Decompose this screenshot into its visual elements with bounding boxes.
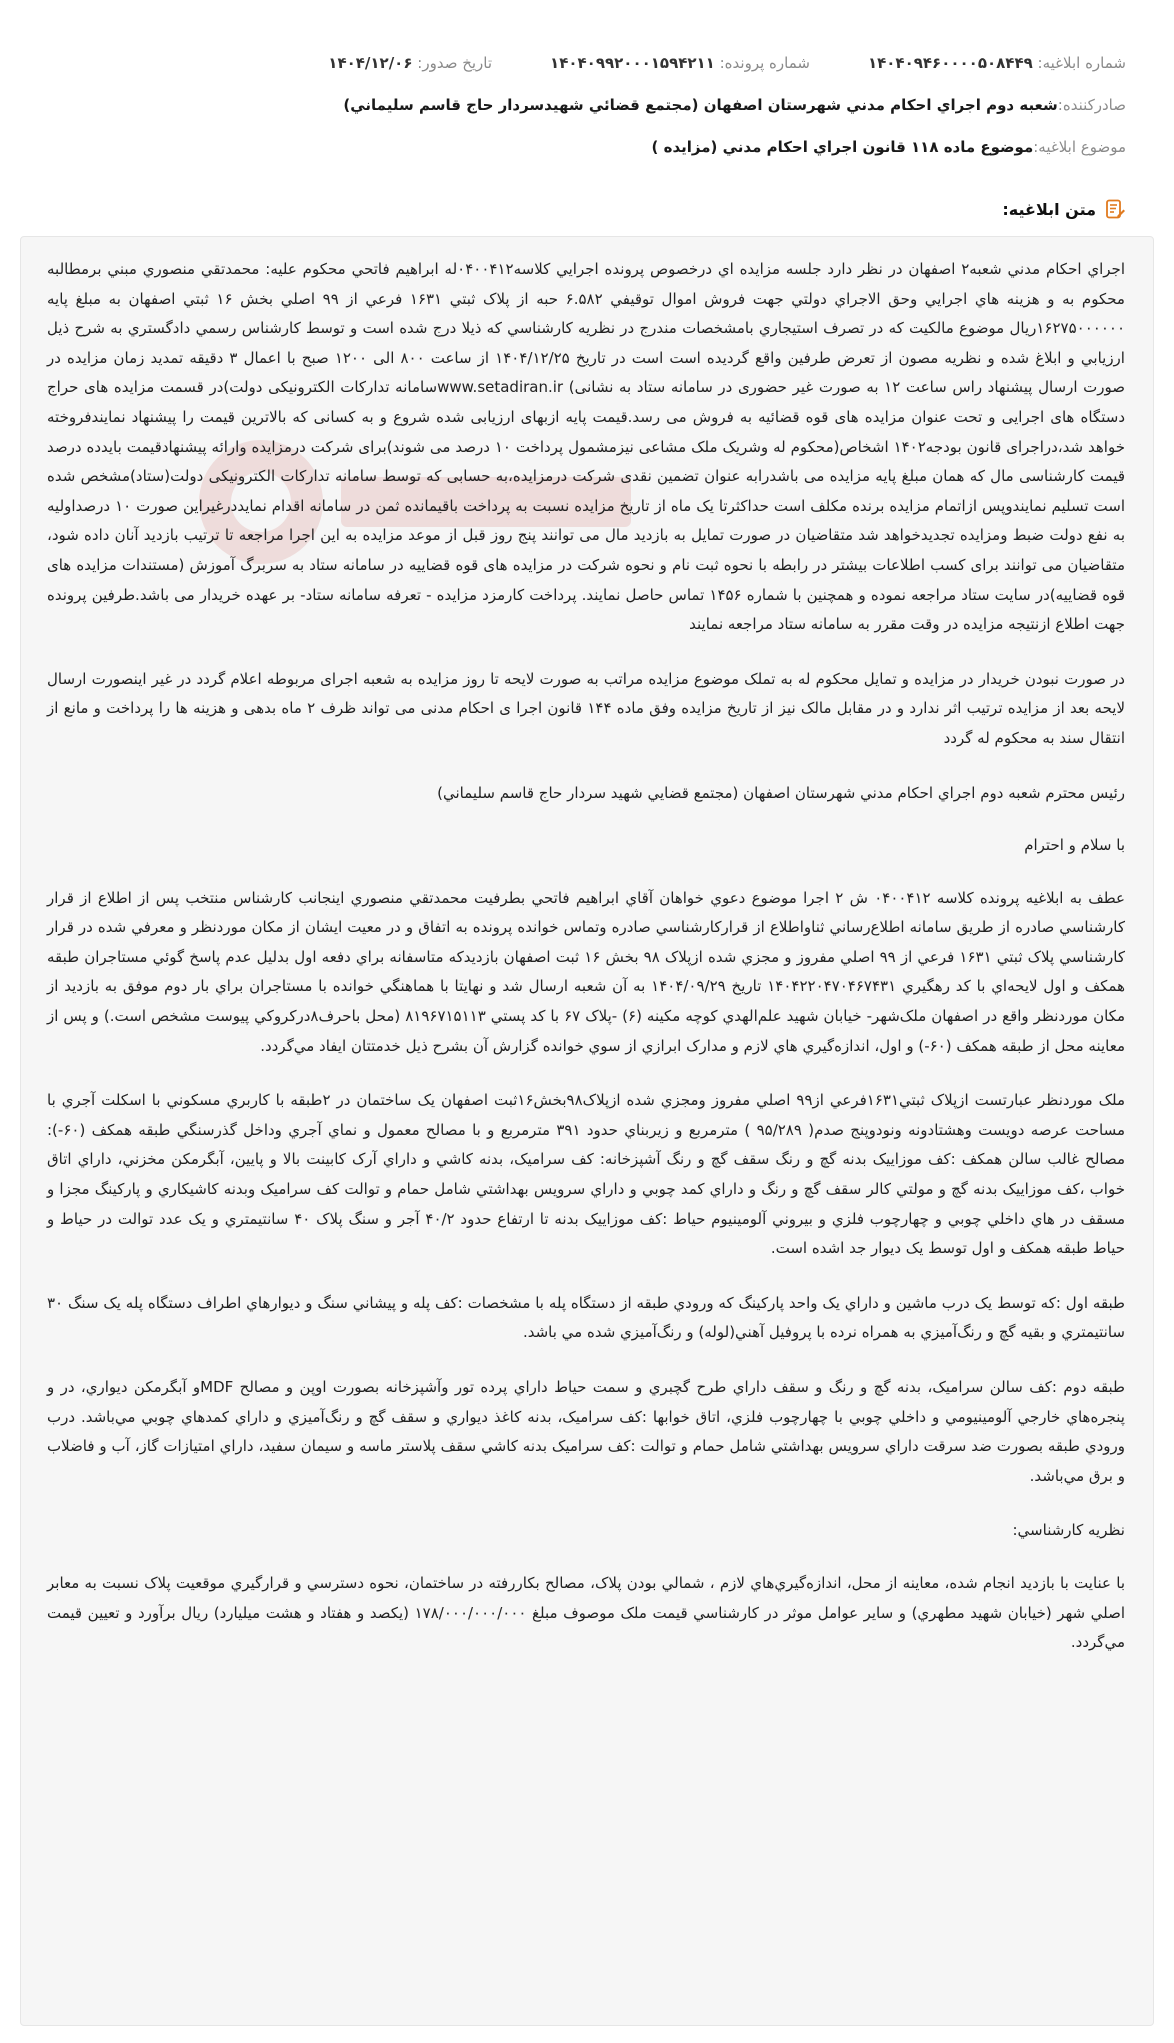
issuer-label: صادرکننده: <box>1057 96 1126 114</box>
property-description-paragraph: ملک موردنظر عبارتست ازپلاک ثبتي۱۶۳۱فرعي از۹۹ اصلي مفروز ومجزي شده ازپلاک۹۸بخش۱۶ثبت اصفهان يک ساختمان در ۲طبقه با کاربري مسکوني با اسکلت آجري با مساحت عرصه دويست وهشتادونه ونودوپنج صدم( ۹۵/۲۸۹ ) مترمربع و زيربناي حدود ۳۹۱ مترمربع و با مصالح معمول و نماي آجري وداخل گذرسنگي طبقه همکف (۶۰-): مصالح غالب سالن همکف :کف موزاييک بدنه گچ و رنگ سقف گچ و رنگ آشپزخانه: کف سراميک، بدنه کاشي و داراي آرک کابينت بالا و پايين، آبگرمکن مخزني، داراي اتاق خواب ،کف موزاييک بدنه گچ و مولتي کالر سقف گچ و رنگ و داراي کمد چوبي و داراي سرويس بهداشتي شامل حمام و توالت کف سراميک وبدنه کاشيکاري و پارکينگ مجزا و مسقف در هاي داخلي چوبي و چهارچوب فلزي و بيروني آلومينيوم حياط :کف موزاييک بدنه تا ارتفاع حدود ۴۰/۲ آجر و سنگ پلاک ۴۰ سانتيمتري و يک عدد توالت در حياط و حياط طبقه همکف و اول توسط يک ديوار جد اشده است. <box>47 1091 1125 1258</box>
addressee-line: رئيس محترم شعبه دوم اجراي احکام مدني شهرستان اصفهان (مجتمع قضايي شهيد سردار حاج قاسم سليماني) <box>437 783 1125 802</box>
issuer-value: شعبه دوم اجراي احکام مدني شهرستان اصفهان (مجتمع قضائي شهيدسردار حاج قاسم سليماني) <box>343 96 1058 114</box>
first-floor-paragraph: طبقه اول :که توسط يک درب ماشين و داراي يک واحد پارکينگ که ورودي طبقه از دستگاه پله با مشخصات :کف پله و پيشاني سنگ و ديوارهاي اطراف دستگاه پله يک سنگ ۳۰ سانتيمتري و بقيه گچ و رنگ‌آميزي به همراه نرده با پروفيل آهني(لوله) و رنگ‌آميزي شده مي باشد. <box>47 1293 1125 1342</box>
notice-metadata <box>48 52 1126 178</box>
metadata-row-issuer <box>48 94 1126 116</box>
case-number-value: ۱۴۰۴۰۹۹۲۰۰۰۱۵۹۴۲۱۱ <box>550 54 715 72</box>
auction-announcement-paragraph: اجراي احکام مدني شعبه۲ اصفهان در نظر دارد جلسه مزايده اي درخصوص پرونده اجرايي کلاسه۰۴۰۰۴۱۲له ابراهيم فاتحي محکوم عليه: محمدتقي منصوري مبني برمطالبه محکوم به و هزينه هاي اجرايي وحق الاجراي دولتي جهت فروش اموال توقيفي ۶.۵۸۲ حبه از پلاک ثبتي ۱۶۳۱ فرعي از ۹۹ اصلي بخش ۱۶ ثبتي اصفهان به مبلغ پايه ۱۶۲۷۵۰۰۰۰۰۰ريال موضوع مالکيت که در تصرف استيجاري بامشخصات مندرج در نظريه کارشناسي که ذيلا درج شده است و توسط کارشناس رسمي دادگستري به شرح ذيل ارزيابي و ابلاغ شده و نظريه مصون از تعرض طرفين واقع گرديده است است در تاريخ ۱۴۰۴/۱۲/۲۵ از ساعت ۸۰۰ الی ۱۲۰۰ صبح با اعمال ۳ دقيقه تمديد زمان مزايده در صورت ارسال پيشنهاد راس ساعت ۱۲ به صورت غير حضوری در سامانه ستاد به نشانی) www.setadiran.irسامانه تدارکات الکترونيکی دولت)در قسمت مزايده های حراج دستگاه های اجرايی و تحت عنوان مزايده های قوه قضائيه به فروش می رسد.قيمت پايه ازبهای ارزيابی شده شروع و به کسانی که بالاترين قيمت را پيشنهاد نمايندفروخته خواهد شد،دراجرای قانون بودجه۱۴۰۲ اشخاص(محکوم له وشريک ملک مشاعی نيزمشمول پرداخت ۱۰ درصد می شوند)برای شرکت درمزايده وارائه پيشنهادقيمت بايدده درصد قيمت کارشناسی مال که همان مبلغ پايه مزايده می باشدرابه عنوان تضمين نقدی شرکت درمزايده،به حسابی که توسط سامانه تدارکات الکترونيکی دولت(ستاد)مشخص شده است تسليم نمايندوپس ازاتمام مزايده برنده مکلف است حداکثرتا يک ماه از تاريخ مزايده نسبت به پرداخت باقيمانده ثمن در سامانه اقدام نمايددرغيراين صورت ۱۰ درصداوليه به نفع دولت ضبط ومزايده تجديدخواهد شد متقاضيان در صورت تمايل به بازديد مال می توانند پنج روز قبل از موعد مزايده به اين اجرا مراجعه تا ترتيب بازديد آنان داده شود، متقاضيان می توانند برای کسب اطلاعات بيشتر در رابطه با نحوه ثبت نام و نحوه شرکت در مزايده های قوه قضاييه در سامانه ستاد به سربرگ آموزش (مستندات مزايده های قوه قضاييه)در سايت ستاد مراجعه نموده و همچنين با شماره ۱۴۵۶ تماس حاصل نمايند. پرداخت کارمزد مزايده - تعرفه سامانه ستاد- بر عهده خريدار می باشد.طرفين پرونده جهت اطلاع ازنتيجه مزايده در وقت مقرر به سامانه ستاد مراجعه نمايند <box>47 260 1126 634</box>
second-floor-paragraph: طبقه دوم :کف سالن سراميک، بدنه گچ و رنگ و سقف داراي طرح گچبري و سمت حياط داراي پرده تور وآشپزخانه بصورت اوپن و مصالح MDFو آبگرمکن ديواري، در و پنجره‌هاي خارجي آلومينيومي و داخلي چوبي با چهارچوب فلزي، اتاق خوابها :کف سراميک، بدنه کاغذ ديواري و سقف گچ و رنگ‌آميزي و داراي کمدهاي چوبي مي‌باشد. درب ورودي طبقه بصورت ضد سرقت داراي سرويس بهداشتي شامل حمام و توالت :کف سراميک بدنه کاشي سقف پلاستر ماسه و سيمان سفيد، داراي امتيازات گاز، آب و فاضلاب و برق مي‌باشد. <box>47 1378 1125 1485</box>
metadata-row-subject <box>48 136 1126 158</box>
metadata-row-numbers <box>48 52 1126 74</box>
expert-opinion-heading: نظريه کارشناسي: <box>1012 1521 1125 1540</box>
document-pen-icon <box>1104 198 1126 220</box>
case-number <box>550 52 810 74</box>
expert-opinion-paragraph: با عنايت با بازديد انجام شده، معاينه از محل، اندازه‌گيري‌هاي لازم ، شمالي بودن پلاک، مصالح بکاررفته در ساختمان، نحوه دسترسي و قرارگيري موقعيت پلاک نسبت به معابر اصلي شهر (خيابان شهيد مطهري) و ساير عوامل موثر در کارشناسي قيمت ملک موصوف مبلغ ۱۷۸/۰۰۰/۰۰۰/۰۰۰ (يکصد و هفتاد و هشت ميليارد) ريال برآورد و تعيين قيمت مي‌گردد. <box>47 1573 1126 1652</box>
issue-date-label: تاريخ صدور: <box>417 54 493 72</box>
issue-date <box>328 52 492 74</box>
notice-text-title: متن ابلاغيه: <box>1002 199 1096 219</box>
no-buyer-clause-paragraph: در صورت نبودن خريدار در مزايده و تمايل محکوم له به تملک موضوع مزايده مراتب به صورت لايحه تا روز مزايده به شعبه اجرای مربوطه اعلام گردد در غير اينصورت ارسال لايحه بعد از مزايده ترتيب اثر ندارد و در مقابل مالک نيز از تاريخ مزايده وفق ماده ۱۴۴ قانون اجرا ی احکام مدنی می تواند ظرف ۲ ماه بدهی و هزينه ها را پرداخت و مانع از انتقال سند به محکوم له گردد <box>47 669 1126 747</box>
subject-value: موضوع ماده ۱۱۸ قانون اجراي احکام مدني (مزايده ) <box>651 138 1034 156</box>
notice-text-heading <box>1002 198 1126 220</box>
notice-number-value: ۱۴۰۴۰۹۴۶۰۰۰۰۵۰۸۴۴۹ <box>867 54 1033 72</box>
case-number-label: شماره پرونده: <box>719 54 810 72</box>
inspection-report-paragraph: عطف به ابلاغيه پرونده کلاسه ۰۴۰۰۴۱۲ ش ۲ اجرا موضوع دعوي خواهان آقاي ابراهيم فاتحي بطرفيت محمدتقي منصوري اينجانب کارشناس منتخب پس از اطلاع از قرار کارشناسي صادره از طريق سامانه اطلاع‌رساني ثناواطلاع از قرارکارشناسي صادره وتماس خوانده پرونده به اتفاق و در معيت ايشان از مکان موردنظر و معرفي شده در قرار کارشناسي پلاک ثبتي ۱۶۳۱ فرعي از ۹۹ اصلي مفروز و مجزي شده ازپلاک ۹۸ بخش ۱۶ ثبت اصفهان بازديدکه متاسفانه براي دفعه اول بدليل عدم پاسخ گوئي مستاجران طبقه همکف و اول لايحه‌اي با کد رهگيري ۱۴۰۴۲۲۰۴۷۰۴۶۷۴۳۱ تاريخ ۱۴۰۴/۰۹/۲۹ به آن شعبه ارسال شد و نهايتا با هماهنگي خوانده با مستاجران براي بار دوم موفق به بازديد از مکان موردنظر واقع در اصفهان ملک‌شهر- خيابان شهيد علم‌الهدي کوچه مکينه (۶) -پلاک ۶۷ با کد پستي ۸۱۹۶۷۱۵۱۱۳ (محل باحرف۸درکروکي پيوست مشخص است.) و پس از معاينه محل از طبقه همکف (۶۰-) و اول، اندازه‌گيري هاي لازم و مدارک ابرازي از سوي خوانده گزارش آن بشرح ذيل خدمتتان ايفاد مي‌گردد. <box>47 888 1126 1055</box>
greeting-line: با سلام و احترام <box>1024 836 1125 855</box>
notice-body <box>20 236 1154 2026</box>
notice-number <box>868 52 1126 74</box>
notice-number-label: شماره ابلاغيه: <box>1037 54 1126 72</box>
issue-date-value: ۱۴۰۴/۱۲/۰۶ <box>328 54 413 72</box>
subject-label: موضوع ابلاغيه: <box>1033 138 1126 156</box>
